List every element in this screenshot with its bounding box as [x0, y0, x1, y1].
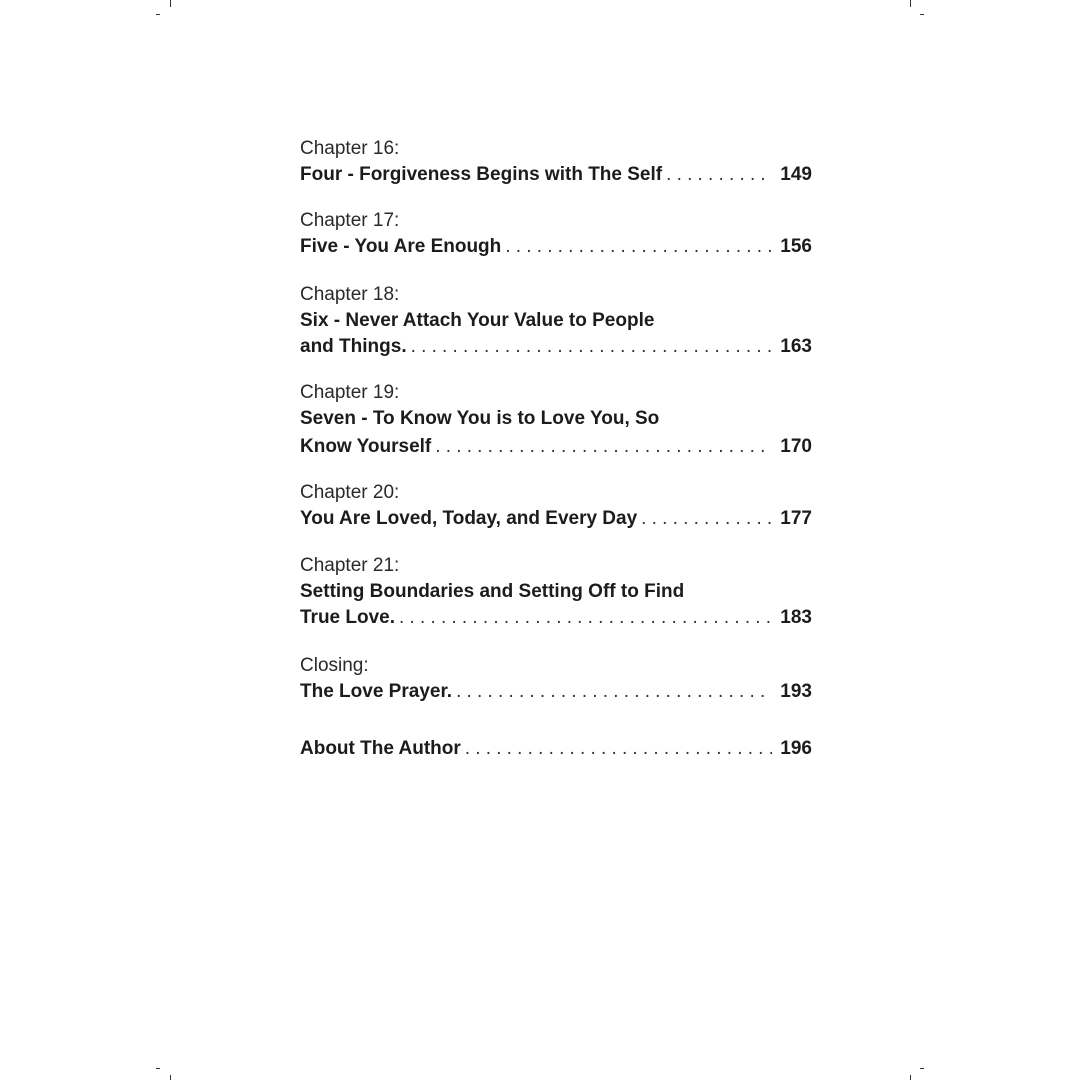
dot-leader [641, 506, 772, 532]
chapter-title: The Love Prayer. [300, 681, 453, 702]
chapter-title: Four - Forgiveness Begins with The Self [300, 164, 663, 185]
toc-entry-about-the-author[interactable] [300, 736, 812, 762]
toc-entry-chapter-19[interactable] [300, 380, 812, 462]
dot-leader [465, 736, 773, 762]
crop-mark-top-right-v [910, 0, 911, 7]
chapter-title: Know Yourself [300, 436, 432, 457]
chapter-title-line: Seven - To Know You is to Love You, So [300, 408, 660, 429]
toc-entry-chapter-20[interactable] [300, 480, 812, 532]
crop-mark-top-left-h [156, 14, 160, 15]
chapter-title-line: Setting Boundaries and Setting Off to Find [300, 581, 685, 602]
dot-leader [505, 234, 772, 260]
chapter-label: Chapter 18: [300, 284, 400, 305]
crop-mark-bottom-right-h [920, 1068, 924, 1069]
page-number: 177 [780, 508, 812, 529]
page-number: 193 [780, 681, 812, 702]
page-number: 156 [780, 236, 812, 257]
toc-entry-chapter-21[interactable] [300, 553, 812, 631]
dot-leader [411, 334, 773, 360]
toc-leader-line [300, 234, 812, 260]
table-of-contents [300, 136, 812, 762]
toc-leader-line [300, 679, 812, 705]
page-number: 163 [780, 336, 812, 357]
crop-mark-top-left-v [170, 0, 171, 7]
toc-leader-line [300, 605, 812, 631]
page-number: 196 [780, 738, 812, 759]
toc-leader-line [300, 334, 812, 360]
dot-leader [456, 679, 772, 705]
toc-leader-line [300, 736, 812, 762]
chapter-label: Chapter 16: [300, 138, 400, 159]
crop-mark-bottom-left-h [156, 1068, 160, 1069]
chapter-title-line: Six - Never Attach Your Value to People [300, 310, 655, 331]
chapter-label: Chapter 17: [300, 210, 400, 231]
page-number: 183 [780, 607, 812, 628]
toc-leader-line [300, 162, 812, 188]
chapter-title: You Are Loved, Today, and Every Day [300, 508, 638, 529]
chapter-label: Chapter 19: [300, 382, 400, 403]
dot-leader [666, 162, 772, 188]
chapter-title: Five - You Are Enough [300, 236, 502, 257]
crop-mark-bottom-left-v [170, 1075, 171, 1080]
toc-entry-closing[interactable] [300, 653, 812, 705]
crop-mark-top-right-h [920, 14, 924, 15]
toc-entry-chapter-16[interactable] [300, 136, 812, 188]
chapter-title: True Love. [300, 607, 396, 628]
toc-leader-line [300, 506, 812, 532]
page-number: 170 [780, 436, 812, 457]
page-number: 149 [780, 164, 812, 185]
dot-leader [435, 432, 772, 462]
chapter-title: and Things. [300, 336, 407, 357]
chapter-label: Chapter 21: [300, 555, 400, 576]
chapter-label: Closing: [300, 655, 369, 676]
chapter-title: About The Author [300, 738, 461, 759]
toc-entry-chapter-18[interactable] [300, 282, 812, 360]
toc-entry-chapter-17[interactable] [300, 208, 812, 260]
crop-mark-bottom-right-v [910, 1075, 911, 1080]
toc-leader-line [300, 432, 812, 462]
chapter-label: Chapter 20: [300, 482, 400, 503]
dot-leader [399, 605, 772, 631]
